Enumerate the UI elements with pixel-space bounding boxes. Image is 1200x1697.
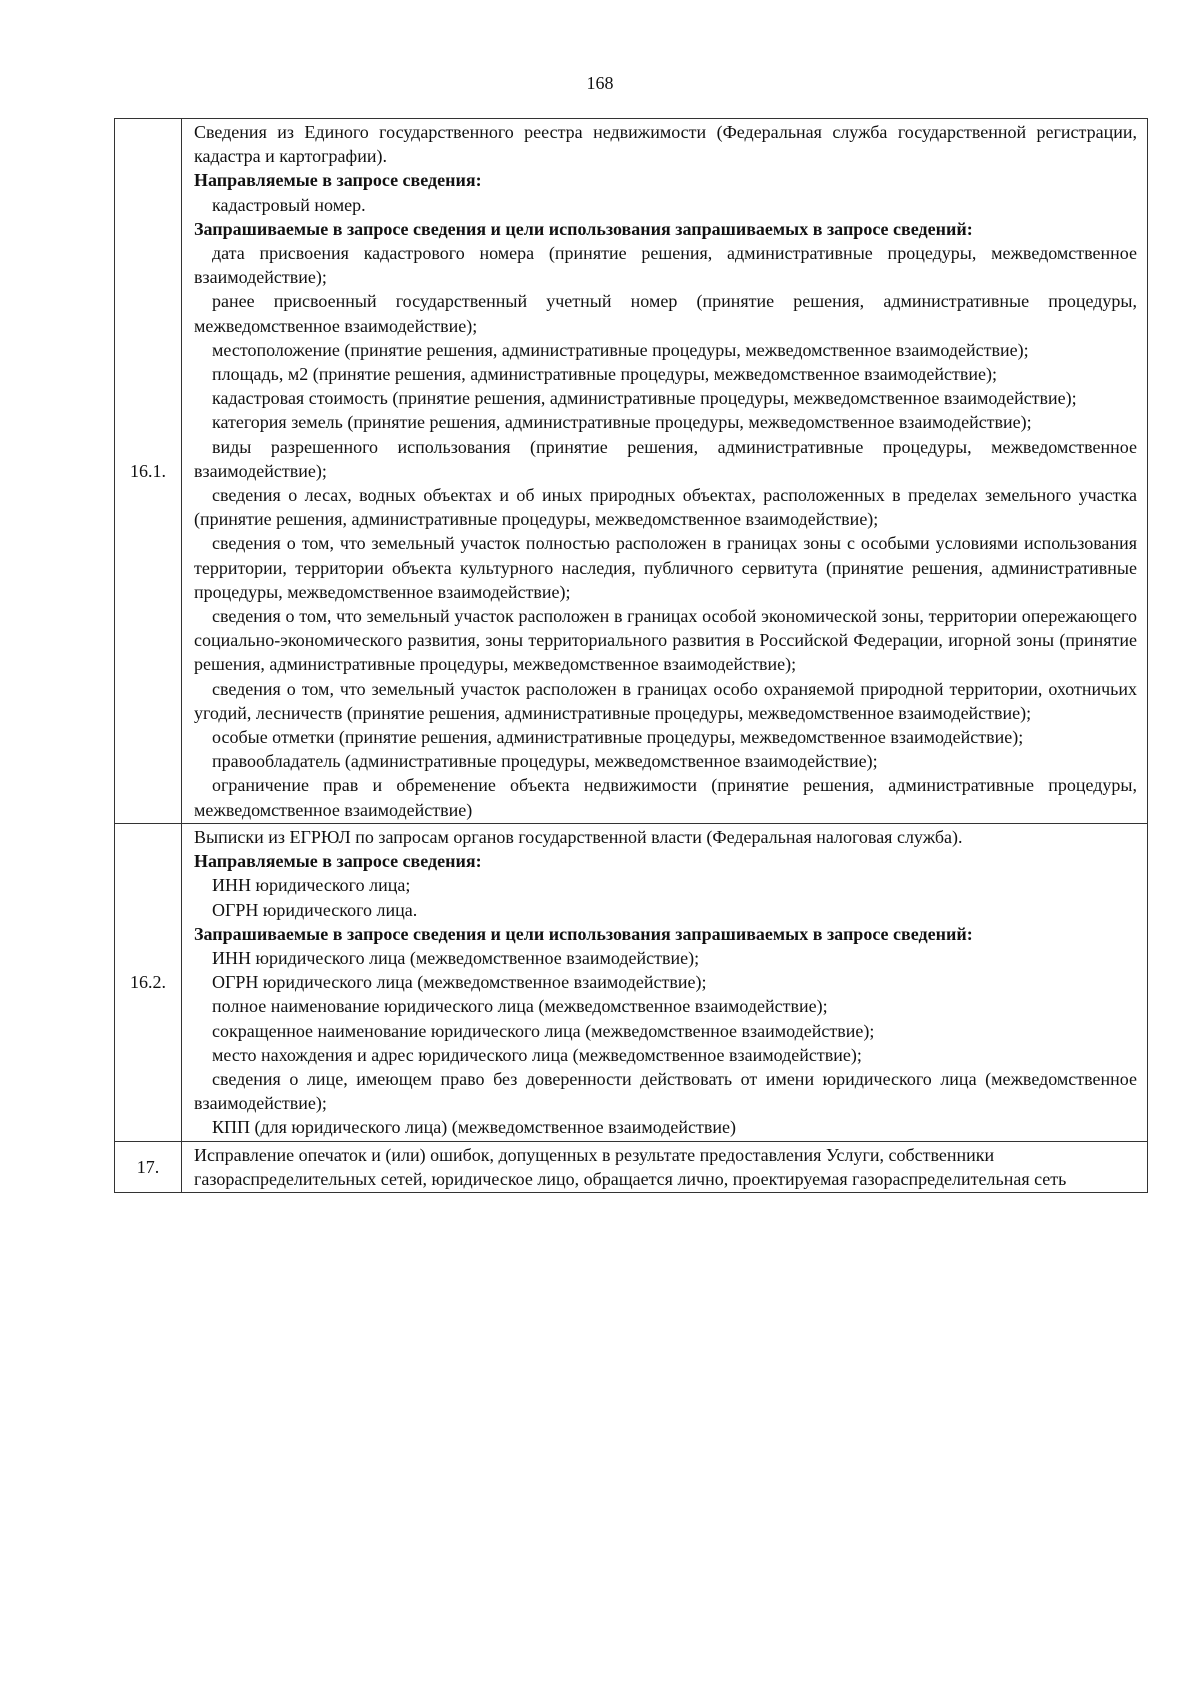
requested-item: сведения о лице, имеющем право без доверенности действовать от имени юридического лица (межведомственное взаимодействие); bbox=[194, 1068, 1137, 1114]
requested-item: местоположение (принятие решения, административные процедуры, межведомственное взаимодействие); bbox=[212, 339, 1029, 360]
sent-heading: Направляемые в запросе сведения: bbox=[194, 851, 482, 872]
table-row bbox=[115, 1141, 1148, 1192]
table-row bbox=[115, 823, 1148, 1141]
requested-item: категория земель (принятие решения, административные процедуры, межведомственное взаимодействие); bbox=[212, 412, 1032, 433]
requested-item: КПП (для юридического лица) (межведомственное взаимодействие) bbox=[212, 1117, 736, 1138]
sent-item: ИНН юридического лица; bbox=[212, 875, 411, 896]
requested-item: ИНН юридического лица (межведомственное взаимодействие); bbox=[212, 947, 700, 968]
requested-item: площадь, м2 (принятие решения, административные процедуры, межведомственное взаимодействие); bbox=[212, 364, 998, 385]
requested-item: сведения о том, что земельный участок расположен в границах особо охраняемой природной территории, охотничьих угодий, лесничеств (принятие решения, административные процедуры, межведомственное взаимодействие); bbox=[194, 678, 1137, 723]
requested-item: правообладатель (административные процедуры, межведомственное взаимодействие); bbox=[212, 751, 878, 772]
table-row bbox=[115, 119, 1148, 824]
row-number: 16.1. bbox=[115, 119, 182, 824]
requested-heading: Запрашиваемые в запросе сведения и цели использования запрашиваемых в запросе сведений: bbox=[194, 218, 973, 239]
requested-item: ОГРН юридического лица (межведомственное взаимодействие); bbox=[212, 972, 707, 993]
requested-item: ранее присвоенный государственный учетный номер (принятие решения, административные процедуры, межведомственное взаимодействие); bbox=[194, 291, 1137, 336]
sent-heading: Направляемые в запросе сведения: bbox=[194, 170, 482, 191]
page-number: 168 bbox=[586, 73, 614, 93]
row-intro: Выписки из ЕГРЮЛ по запросам органов государственной власти (Федеральная налоговая служба). bbox=[194, 826, 963, 847]
row-content bbox=[182, 1141, 1148, 1192]
row-content bbox=[182, 119, 1148, 824]
sent-item: кадастровый номер. bbox=[212, 194, 366, 215]
row-intro: Сведения из Единого государственного реестра недвижимости (Федеральная служба государственной регистрации, кадастра и картографии). bbox=[194, 122, 1137, 167]
requested-item: сведения о том, что земельный участок полностью расположен в границах зоны с особыми условиями использования территории, территории объекта культурного наследия, публичного сервитута (принятие решения, административные процедуры, межведомственное взаимодействие); bbox=[194, 533, 1137, 602]
row-number: 17. bbox=[115, 1141, 182, 1192]
row-text: Исправление опечаток и (или) ошибок, допущенных в результате предоставления Услуги, собственники газораспределительных сетей, юридическое лицо, обращается лично, проектируемая газораспределительная сеть bbox=[194, 1144, 1067, 1189]
row-content bbox=[182, 823, 1148, 1141]
requested-item: ограничение прав и обременение объекта недвижимости (принятие решения, административные процедуры, межведомственное взаимодействие) bbox=[194, 775, 1137, 820]
sent-item: ОГРН юридического лица. bbox=[212, 899, 418, 920]
requested-item: сведения о том, что земельный участок расположен в границах особой экономической зоны, территории опережающего социально-экономического развития, зоны территориального развития в Российской Федерации, игорной зоны (принятие решения, административные процедуры, межведомственное взаимодействие); bbox=[194, 606, 1137, 675]
requested-item: дата присвоения кадастрового номера (принятие решения, административные процедуры, межведомственное взаимодействие); bbox=[194, 243, 1137, 288]
requested-item: сокращенное наименование юридического лица (межведомственное взаимодействие); bbox=[212, 1020, 875, 1041]
services-table bbox=[114, 118, 1148, 1193]
requested-item: особые отметки (принятие решения, административные процедуры, межведомственное взаимодействие); bbox=[212, 727, 1024, 748]
requested-item: виды разрешенного использования (принятие решения, административные процедуры, межведомственное взаимодействие); bbox=[194, 436, 1137, 481]
row-number: 16.2. bbox=[115, 823, 182, 1141]
requested-item: место нахождения и адрес юридического лица (межведомственное взаимодействие); bbox=[212, 1044, 862, 1065]
requested-item: полное наименование юридического лица (межведомственное взаимодействие); bbox=[212, 996, 828, 1017]
requested-heading: Запрашиваемые в запросе сведения и цели использования запрашиваемых в запросе сведений: bbox=[194, 923, 973, 944]
requested-item: кадастровая стоимость (принятие решения, административные процедуры, межведомственное взаимодействие); bbox=[212, 388, 1077, 409]
requested-item: сведения о лесах, водных объектах и об иных природных объектах, расположенных в пределах земельного участка (принятие решения, административные процедуры, межведомственное взаимодействие); bbox=[194, 485, 1137, 530]
